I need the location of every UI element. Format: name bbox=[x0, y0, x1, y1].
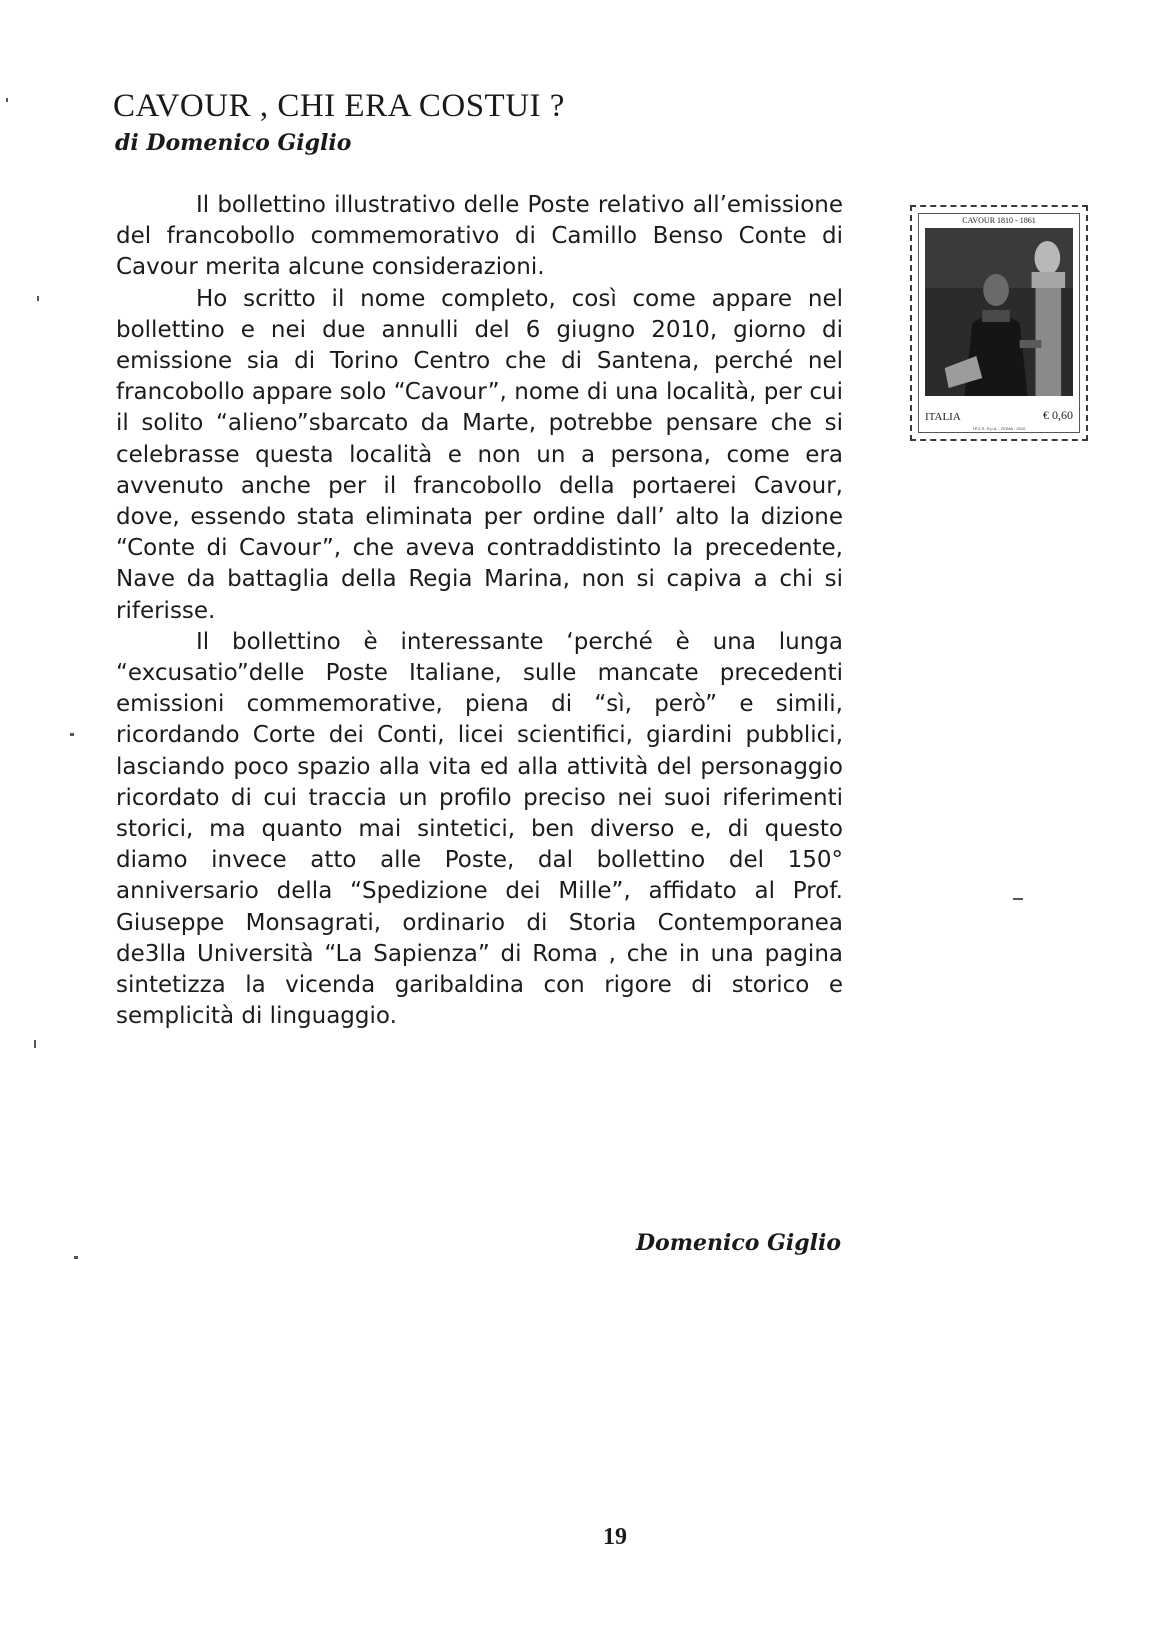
article-paragraph: Il bollettino illustrativo delle Poste relativo all’emissione del francobollo commemorativo di Camillo Benso Conte di Cavour merita alcune considerazioni. bbox=[116, 192, 843, 281]
portrait-illustration bbox=[925, 228, 1073, 396]
scan-speck bbox=[6, 98, 8, 102]
cavour-stamp-image bbox=[910, 205, 1088, 441]
page-number: 19 bbox=[603, 1524, 627, 1550]
article-title: CAVOUR , CHI ERA COSTUI ? bbox=[113, 88, 565, 124]
stamp-frame bbox=[918, 213, 1080, 433]
stamp-country: ITALIA bbox=[925, 411, 961, 423]
article-paragraph: Il bollettino è interessante ‘perché è una lunga “excusatio”delle Poste Italiane, sulle mancate precedenti emissioni commemorative, piena di “sì, però” e simili, ricordando Corte dei Conti, licei scientifici, giardini pubblici, lasciando poco spazio alla vita ed alla attività del personaggio ricordato di cui traccia un profilo preciso nei suoi riferimenti storici, ma quanto mai sintetici, ben diverso e, di questo diamo invece atto alle Poste, dal bollettino del 150° anniversario della “Spedizione dei Mille”, affidato al Prof. Giuseppe Monsagrati, ordinario di Storia Contemporanea de3lla Università “La Sapienza” di Roma , che in una pagina sintetizza la vicenda garibaldina con rigore di storico e semplicità di linguaggio. bbox=[116, 628, 843, 1030]
stamp-portrait bbox=[925, 228, 1073, 396]
stamp-imprint: I.P.Z.S. S.p.A. - ROMA - 2010 bbox=[972, 426, 1026, 431]
scan-speck bbox=[74, 1256, 78, 1259]
stamp-caption: CAVOUR 1810 - 1861 bbox=[962, 216, 1036, 225]
scan-speck bbox=[1013, 898, 1023, 900]
scan-speck bbox=[37, 296, 39, 301]
author-signature: Domenico Giglio bbox=[635, 1230, 841, 1256]
article-byline: di Domenico Giglio bbox=[115, 130, 352, 156]
article-paragraph: Ho scritto il nome completo, così come appare nel bollettino e nei due annulli del 6 giugno 2010, giorno di emissione sia di Torino Centro che di Santena, perché nel francobollo appare solo “Cavour”, nome di una località, per cui il solito “alieno”sbarcato da Marte, potrebbe pensare che si celebrasse questa località e non un a persona, come era avvenuto anche per il francobollo della portaerei Cavour, dove, essendo stata eliminata per ordine dall’ alto la dizione “Conte di Cavour”, che aveva contraddistinto la precedente, Nave da battaglia della Regia Marina, non si capiva a chi si riferisse. bbox=[116, 285, 843, 624]
scan-speck bbox=[70, 733, 74, 736]
scan-speck bbox=[34, 1040, 36, 1048]
article-body bbox=[116, 190, 843, 1032]
stamp-value: € 0,60 bbox=[1043, 408, 1073, 422]
